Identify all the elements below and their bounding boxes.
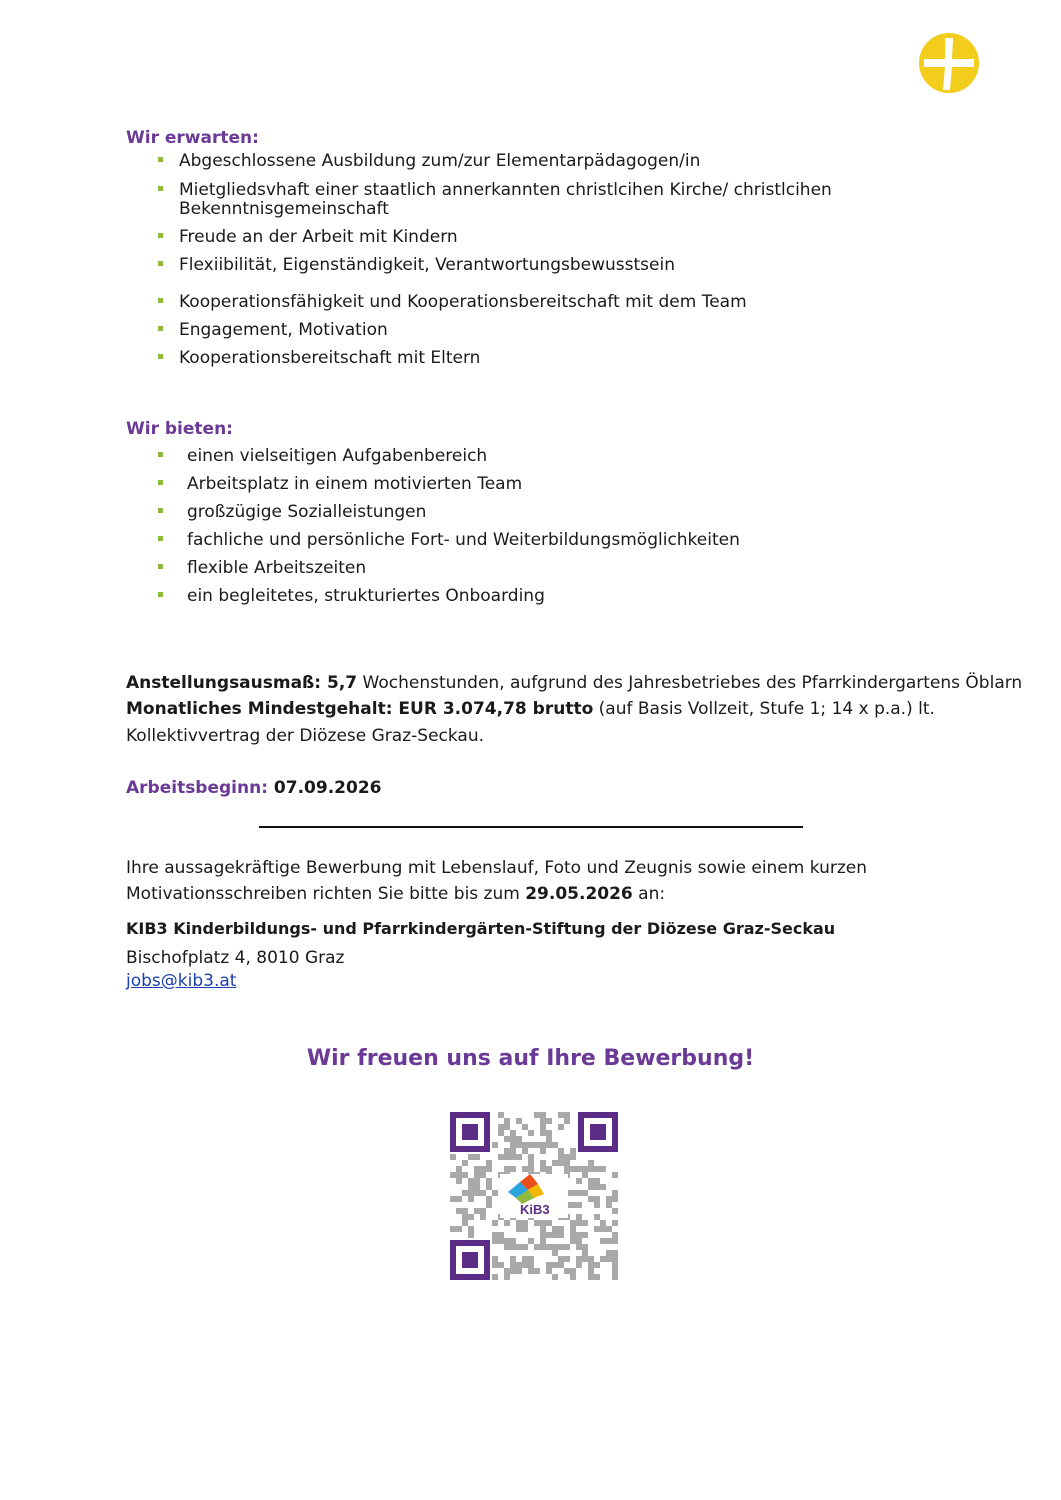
qr-module [576,1190,582,1196]
qr-module [582,1172,588,1178]
qr-module [588,1274,594,1280]
bullet-icon [158,298,163,303]
qr-module [564,1166,570,1172]
qr-module [492,1190,498,1196]
qr-module [468,1226,474,1232]
qr-module [564,1118,570,1124]
qr-module [576,1238,582,1244]
qr-module [588,1268,594,1274]
qr-module [594,1226,600,1232]
bullet-icon [158,157,163,162]
qr-module [510,1238,516,1244]
qr-module [612,1250,618,1256]
qr-module [510,1154,516,1160]
qr-module [516,1244,522,1250]
qr-module [504,1238,510,1244]
qr-module [594,1214,600,1220]
qr-module [558,1112,564,1118]
qr-module [540,1118,546,1124]
qr-module [498,1112,504,1118]
qr-module [450,1226,456,1232]
qr-module [576,1262,582,1268]
qr-module [600,1184,606,1190]
qr-module [546,1142,552,1148]
application-line2: Motivationsschreiben richten Sie bitte bis zum 29.05.2026 an: [126,884,666,904]
qr-module [546,1220,552,1226]
qr-module [594,1184,600,1190]
qr-module [576,1232,582,1238]
qr-module [558,1244,564,1250]
qr-module [576,1256,582,1262]
qr-module [570,1274,576,1280]
qr-module [576,1244,582,1250]
qr-module [486,1160,492,1166]
qr-module [504,1166,510,1172]
qr-module [492,1142,498,1148]
bullet-icon [158,261,163,266]
qr-module [540,1166,546,1172]
email-link[interactable]: jobs@kib3.at [126,971,237,991]
qr-module [612,1238,618,1244]
qr-module [546,1130,552,1136]
qr-module [504,1244,510,1250]
qr-module [474,1172,480,1178]
qr-module [498,1232,504,1238]
qr-module [606,1250,612,1256]
qr-module [534,1220,540,1226]
qr-module [486,1202,492,1208]
qr-module [492,1262,498,1268]
qr-module [540,1148,546,1154]
qr-module [582,1166,588,1172]
qr-module [480,1214,486,1220]
qr-module [594,1178,600,1184]
qr-module [462,1190,468,1196]
qr-module [498,1154,504,1160]
qr-module [558,1262,564,1268]
qr-module [474,1190,480,1196]
qr-module [570,1154,576,1160]
qr-module [612,1208,618,1214]
qr-module [606,1202,612,1208]
qr-module [564,1256,570,1262]
qr-module [456,1208,462,1214]
qr-module [468,1214,474,1220]
qr-module [564,1160,570,1166]
qr-module [600,1220,606,1226]
qr-module [582,1250,588,1256]
qr-module [468,1178,474,1184]
organization-address: Bischofplatz 4, 8010 Graz [126,948,345,968]
qr-module [492,1238,498,1244]
qr-module [516,1142,522,1148]
qr-module [516,1154,522,1160]
qr-module [468,1154,474,1160]
qr-module [480,1208,486,1214]
qr-module [606,1226,612,1232]
qr-module [516,1268,522,1274]
qr-module [456,1196,462,1202]
bullet-icon [158,233,163,238]
qr-module [522,1124,528,1130]
qr-module [498,1130,504,1136]
qr-module [504,1268,510,1274]
qr-module [594,1196,600,1202]
qr-module [504,1136,510,1142]
qr-module [486,1196,492,1202]
qr-module [558,1226,564,1232]
qr-module [516,1226,522,1232]
qr-module [540,1130,546,1136]
qr-module [528,1154,534,1160]
qr-module [474,1154,480,1160]
qr-module [594,1166,600,1172]
qr-module [528,1166,534,1172]
qr-module [504,1148,510,1154]
qr-module [504,1124,510,1130]
qr-module [504,1274,510,1280]
qr-finder-top-left [450,1112,490,1152]
qr-module [570,1238,576,1244]
bullet-icon [158,326,163,331]
qr-module [558,1256,564,1262]
qr-module [498,1262,504,1268]
qr-module [540,1232,546,1238]
qr-module [546,1136,552,1142]
qr-module [546,1166,552,1172]
qr-module [486,1184,492,1190]
qr-module [498,1238,504,1244]
bullet-icon [158,480,163,485]
qr-module [612,1220,618,1226]
qr-module [486,1178,492,1184]
qr-module [570,1202,576,1208]
qr-module [594,1202,600,1208]
qr-module [510,1262,516,1268]
qr-module [510,1142,516,1148]
qr-module [534,1142,540,1148]
qr-module [600,1166,606,1172]
qr-module [510,1268,516,1274]
qr-module [540,1226,546,1232]
qr-module [504,1220,510,1226]
qr-module [522,1142,528,1148]
closing-message: Wir freuen uns auf Ihre Bewerbung! [306,1046,755,1071]
qr-module [552,1142,558,1148]
qr-module [522,1220,528,1226]
qr-module [450,1196,456,1202]
qr-module [540,1124,546,1130]
qr-module [570,1232,576,1238]
qr-module [570,1190,576,1196]
qr-module [540,1160,546,1166]
qr-module [588,1178,594,1184]
qr-module [558,1124,564,1130]
qr-module [492,1274,498,1280]
bullet-icon [158,508,163,513]
qr-module [576,1178,582,1184]
qr-module [552,1244,558,1250]
qr-module [534,1112,540,1118]
qr-module [600,1238,606,1244]
qr-module [492,1220,498,1226]
bullet-icon [158,452,163,457]
qr-module [552,1226,558,1232]
qr-module [522,1256,528,1262]
qr-module [516,1136,522,1142]
qr-module [504,1154,510,1160]
qr-module [528,1142,534,1148]
qr-module [558,1160,564,1166]
qr-module [486,1166,492,1172]
qr-module [456,1178,462,1184]
qr-module [582,1232,588,1238]
qr-module [570,1220,576,1226]
start-date: Arbeitsbeginn: 07.09.2026 [126,778,382,798]
qr-module [540,1142,546,1148]
qr-module [588,1184,594,1190]
qr-module [462,1172,468,1178]
organization-name: KIB3 Kinderbildungs- und Pfarrkindergärten-Stiftung der Diözese Graz-Seckau [126,919,836,938]
qr-module [474,1184,480,1190]
qr-module [606,1196,612,1202]
qr-module [462,1160,468,1166]
qr-module [462,1214,468,1220]
qr-module [588,1256,594,1262]
application-line1: Ihre aussagekräftige Bewerbung mit Lebenslauf, Foto und Zeugnis sowie einem kurzen [126,858,867,878]
qr-module [564,1268,570,1274]
qr-module [516,1262,522,1268]
qr-module [564,1112,570,1118]
qr-module [546,1232,552,1238]
qr-module [552,1250,558,1256]
qr-module [606,1256,612,1262]
qr-module [510,1256,516,1262]
qr-module [582,1190,588,1196]
qr-module [474,1178,480,1184]
qr-module [528,1130,534,1136]
qr-module [570,1268,576,1274]
qr-module [612,1196,618,1202]
qr-module [534,1244,540,1250]
qr-module [576,1214,582,1220]
qr-module [468,1196,474,1202]
qr-module [612,1232,618,1238]
qr-module [558,1232,564,1238]
qr-module [582,1244,588,1250]
qr-module [612,1256,618,1262]
qr-module [576,1220,582,1226]
qr-module [570,1148,576,1154]
qr-module [522,1244,528,1250]
qr-module [510,1166,516,1172]
qr-module [600,1226,606,1232]
svg-text:KiB3: KiB3 [520,1202,550,1217]
qr-module [480,1190,486,1196]
qr-module [570,1226,576,1232]
qr-module [480,1172,486,1178]
qr-module [480,1166,486,1172]
qr-module [552,1232,558,1238]
qr-module [540,1220,546,1226]
qr-module [522,1262,528,1268]
qr-module [546,1262,552,1268]
qr-module [582,1220,588,1226]
qr-module [492,1232,498,1238]
offer-heading: Wir bieten: [126,419,233,439]
qr-module [504,1118,510,1124]
qr-module [588,1262,594,1268]
qr-module [510,1148,516,1154]
qr-module [522,1148,528,1154]
qr-module [468,1184,474,1190]
qr-module [540,1112,546,1118]
qr-module [546,1118,552,1124]
employment-extent: Anstellungsausmaß: 5,7 Wochenstunden, aufgrund des Jahresbetriebes des Pfarrkindergartens Öblarn [126,673,1023,693]
qr-module [612,1262,618,1268]
qr-module [450,1172,456,1178]
qr-module [462,1220,468,1226]
qr-module [612,1172,618,1178]
qr-module [450,1154,456,1160]
qr-module [588,1166,594,1172]
qr-module [528,1238,534,1244]
qr-module [528,1256,534,1262]
qr-module [552,1262,558,1268]
bullet-icon [158,536,163,541]
qr-module [606,1238,612,1244]
qr-module [612,1190,618,1196]
cross-circle-logo [918,32,980,94]
qr-code-icon[interactable] [450,1112,618,1280]
qr-module [498,1124,504,1130]
qr-module [510,1244,516,1250]
qr-module [456,1172,462,1178]
qr-module [492,1256,498,1262]
qr-module [516,1220,522,1226]
qr-module [528,1160,534,1166]
qr-module [612,1274,618,1280]
qr-module [612,1268,618,1274]
qr-finder-top-right [578,1112,618,1152]
employment-contract: Kollektivvertrag der Diözese Graz-Seckau. [126,726,485,746]
bullet-icon [158,564,163,569]
qr-module [600,1256,606,1262]
bullet-icon [158,592,163,597]
qr-module [468,1232,474,1238]
qr-module [528,1262,534,1268]
qr-module [552,1160,558,1166]
qr-module [570,1166,576,1172]
qr-module [474,1208,480,1214]
qr-module [594,1262,600,1268]
qr-module [594,1274,600,1280]
qr-module [588,1160,594,1166]
qr-module [576,1166,582,1172]
qr-finder-bottom-left [450,1240,490,1280]
qr-module [588,1196,594,1202]
qr-module [564,1154,570,1160]
qr-module [462,1208,468,1214]
qr-module [564,1244,570,1250]
employment-salary: Monatliches Mindestgehalt: EUR 3.074,78 brutto (auf Basis Vollzeit, Stufe 1; 14 x p.a.) lt. [126,699,935,719]
qr-module [522,1166,528,1172]
qr-module [558,1154,564,1160]
qr-module [546,1244,552,1250]
qr-module [456,1226,462,1232]
qr-module [516,1118,522,1124]
qr-module [534,1268,540,1274]
qr-module [558,1148,564,1154]
bullet-icon [158,186,163,191]
qr-module [582,1256,588,1262]
qr-module [456,1166,462,1172]
qr-module [528,1268,534,1274]
divider [259,826,803,828]
qr-module [510,1136,516,1142]
qr-module [546,1268,552,1274]
qr-module [510,1130,516,1136]
bullet-icon [158,354,163,359]
qr-module [540,1244,546,1250]
qr-module [468,1190,474,1196]
qr-module [576,1202,582,1208]
qr-module [552,1274,558,1280]
expect-heading: Wir erwarten: [126,128,259,148]
qr-module [540,1238,546,1244]
qr-module [522,1226,528,1232]
qr-module [474,1166,480,1172]
